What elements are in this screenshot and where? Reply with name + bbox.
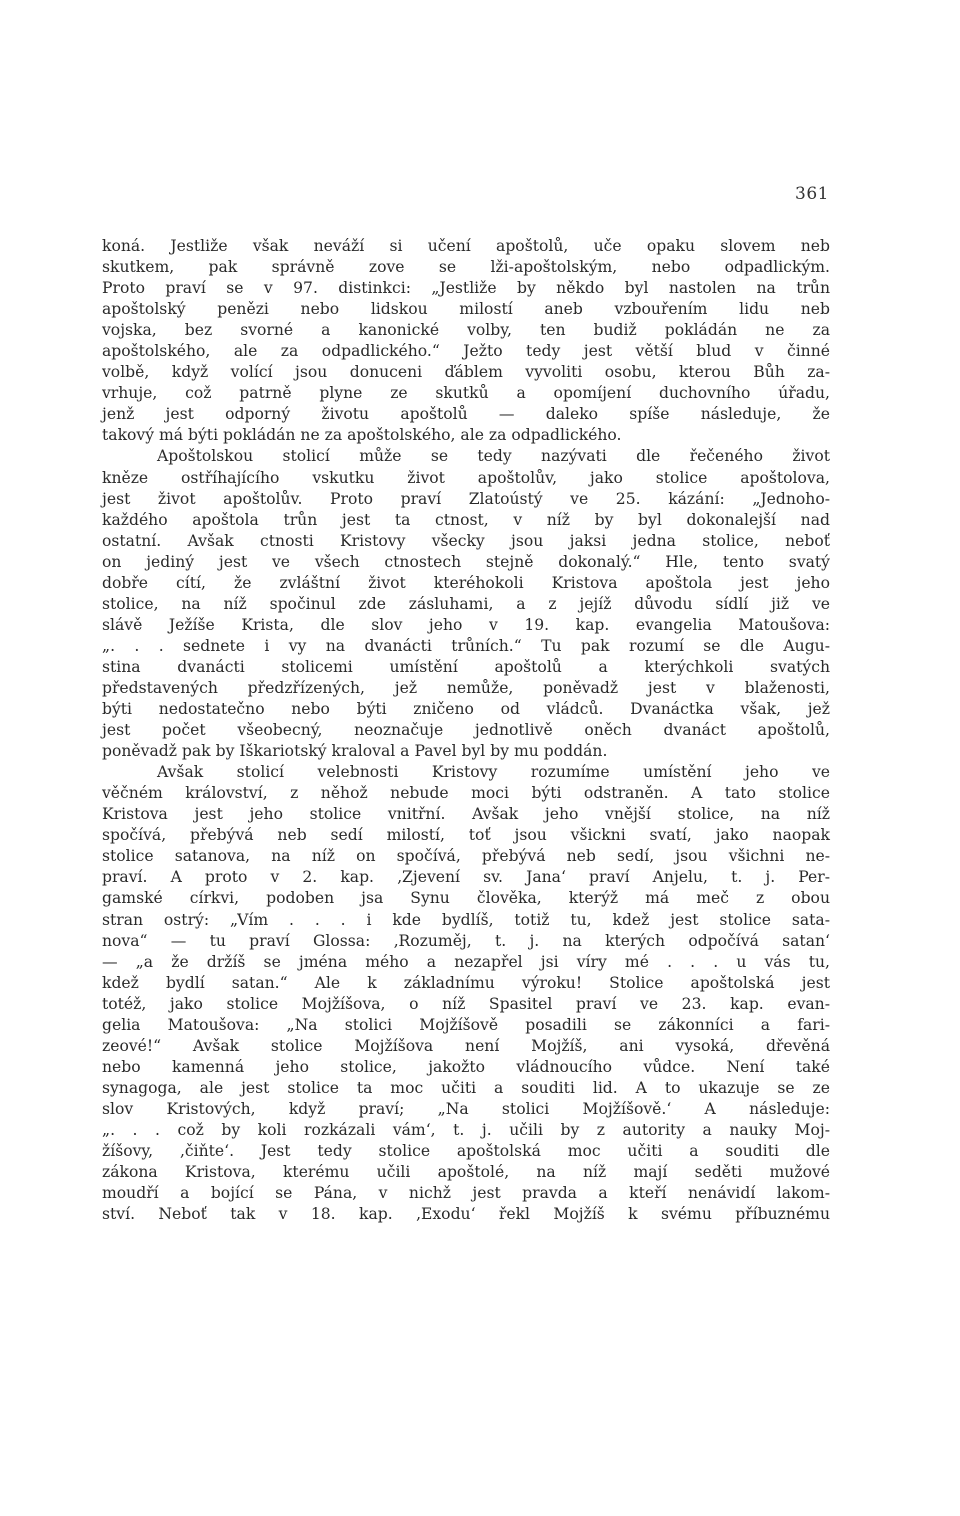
text-line: gamské církvi, podoben jsa Synu člověka, kterýž má meč z obou [102, 889, 830, 908]
text-line: Avšak stolicí velebnosti Kristovy rozumíme umístění jeho ve [157, 763, 830, 782]
body-text [102, 236, 830, 1225]
text-line: žíšovy, ‚čiňte‘. Jest tedy stolice apoštolská moc učiti a souditi dle [102, 1142, 830, 1161]
text-line: kněze ostříhajícího vskutku život apoštolův, jako stolice apoštolova, [102, 468, 830, 487]
text-line: spočívá, přebývá neb sedí milostí, toť jsou všickni svatí, jako naopak [102, 826, 830, 845]
text-line: kdež bydlí satan.“ Ale k základnímu výroku! Stolice apoštolská jest [102, 973, 830, 992]
text-line: jenž jest odporný životu apoštolů — daleko spíše následuje, že [102, 405, 830, 424]
text-line: ství. Neboť tak v 18. kap. ‚Exodu‘ řekl Mojžíš k svému příbuznému [102, 1205, 830, 1224]
text-line: nebo kamenná jeho stolice, jakožto vládnoucího vůdce. Není také [102, 1057, 830, 1076]
text-line: Proto praví se v 97. distinkci: „Jestliže by někdo byl nastolen na trůn [102, 279, 830, 298]
text-line: Apoštolskou stolicí může se tedy nazývati dle řečeného život [157, 447, 830, 466]
text-line: býti nedostatečno nebo býti zničeno od vládců. Dvanáctka však, jež [102, 700, 830, 719]
text-line: vojska, bez svorné a kanonické volby, ten budiž pokládán ne za [102, 321, 830, 340]
text-line: slávě Ježíše Krista, dle slov jeho v 19. kap. evangelia Matoušova: [102, 615, 830, 634]
text-line: stolice, na níž spočinul zde zásluhami, a z jejíž důvodu sídlí již ve [102, 594, 830, 613]
text-line: moudří a bojící se Pána, v nichž jest pravda a kteří nenávidí lakom- [102, 1184, 830, 1203]
text-line: „. . . což by koli rozkázali vám‘, t. j. učili by z autority a nauky Moj- [102, 1120, 830, 1139]
text-line: volbě, když volící jsou donuceni ďáblem vyvoliti osobu, kterou Bůh za- [102, 363, 830, 382]
text-line: takový má býti pokládán ne za apoštolského, ale za odpadlického. [102, 426, 622, 445]
text-line: jest počet všeobecný, neoznačuje jednotlivě oněch dvanáct apoštolů, [102, 721, 830, 740]
text-line: stolice satanova, na níž on spočívá, přebývá neb sedí, jsou všichni ne- [102, 847, 830, 866]
text-line: zákona Kristova, kterému učili apoštolé, na níž mají seděti mužové [102, 1163, 830, 1182]
text-line: každého apoštola trůn jest ta ctnost, v níž by byl dokonalejší nad [102, 510, 830, 529]
text-line: apoštolského, ale za odpadlického.“ Ježto tedy jest větší blud v činné [102, 342, 830, 361]
text-line: synagoga, ale jest stolice ta moc učiti a souditi lid. A to ukazuje se ze [102, 1078, 830, 1097]
text-line: on jediný jest ve všech ctnostech stejně dokonalý.“ Hle, tento svatý [102, 552, 830, 571]
text-line: gelia Matoušova: „Na stolici Mojžíšově posadili se zákonníci a fari- [102, 1015, 830, 1034]
text-line: totéž, jako stolice Mojžíšova, o níž Spasitel praví ve 23. kap. evan- [102, 994, 830, 1013]
text-line: dobře cítí, že zvláštní život kteréhokoli Kristova apoštola jest jeho [102, 573, 830, 592]
text-line: Kristova jest jeho stolice vnitřní. Avšak jeho vnější stolice, na níž [102, 805, 830, 824]
text-line: koná. Jestliže však neváží si učení apoštolů, uče opaku slovem neb [102, 237, 830, 255]
text-line: slov Kristových, když praví; „Na stolici Mojžíšově.‘ A následuje: [102, 1099, 830, 1118]
text-line: jest život apoštolův. Proto praví Zlatoústý ve 25. kázání: „Jednoho- [102, 489, 830, 508]
text-line: vrhuje, což patrně plyne ze skutků a opomíjení duchovního úřadu, [102, 384, 830, 403]
text-line: apoštolský penězi nebo lidskou milostí aneb vzbouřením lidu neb [102, 300, 830, 319]
text-line: nova“ — tu praví Glossa: ‚Rozuměj, t. j. na kterých odpočívá satan‘ [102, 931, 830, 950]
text-line: věčném království, z něhož nebude moci býti odstraněn. A tato stolice [102, 784, 830, 803]
text-line: „. . . sednete i vy na dvanácti trůních.“ Tu pak rozumí se dle Augu- [102, 636, 830, 655]
page-number: 361 [795, 184, 829, 204]
text-line: představených předzřízených, jež nemůže, poněvadž jest v blaženosti, [102, 678, 830, 697]
text-line: stina dvanácti stolicemi umístění apoštolů a kterýchkoli svatých [102, 657, 830, 676]
text-line: ostatní. Avšak ctnosti Kristovy všecky jsou jaksi jedna stolice, neboť [102, 531, 830, 550]
text-line: poněvadž pak by Iškariotský kraloval a Pavel byl by mu poddán. [102, 742, 608, 761]
text-line: praví. A proto v 2. kap. ‚Zjevení sv. Jana‘ praví Anjelu, t. j. Per- [102, 868, 830, 887]
text-line: zeové!“ Avšak stolice Mojžíšova není Mojžíš, ani vysoká, dřevěná [102, 1036, 830, 1055]
text-line: skutkem, pak správně zove se lži-apoštolským, nebo odpadlickým. [102, 258, 830, 277]
text-line: stran ostrý: „Vím . . . i kde bydlíš, totiž tu, kdež jest stolice sata- [102, 910, 830, 929]
text-line: — „a že držíš se jména mého a nezapřel jsi víry mé . . . u vás tu, [102, 952, 830, 971]
